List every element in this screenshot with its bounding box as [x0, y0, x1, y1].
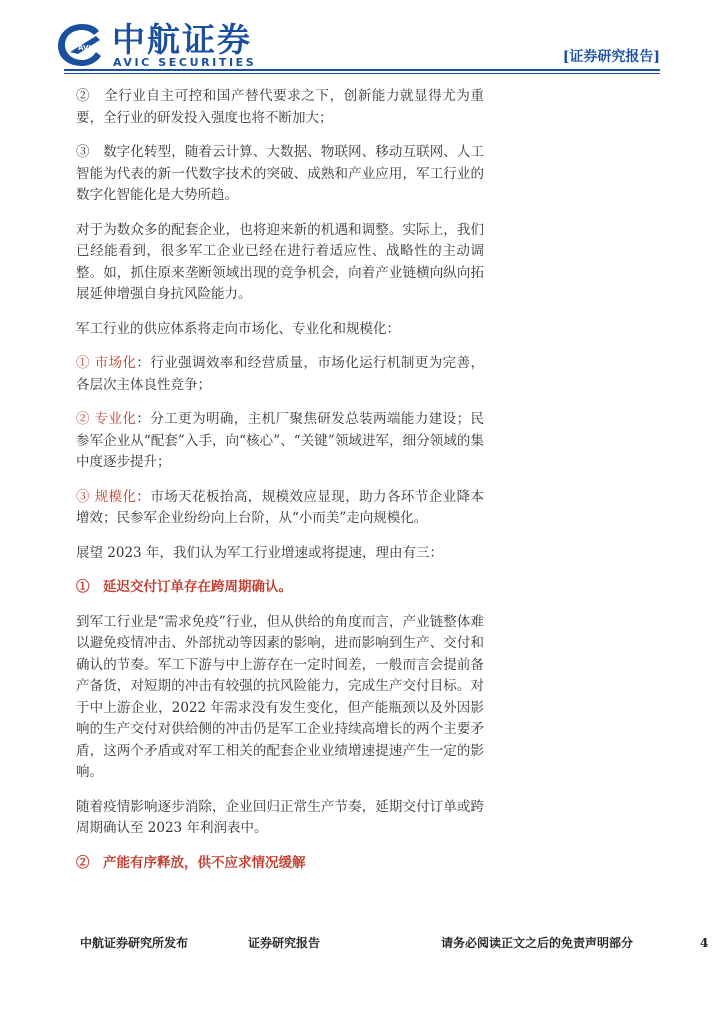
- item-specialization: [76, 409, 484, 474]
- paragraph-outlook-2023: 展望 2023 年，我们认为军工行业增速或将提速，理由有三：: [76, 544, 443, 561]
- page-number: 4: [700, 936, 709, 950]
- item-specialization-text: ：分工更为明确，主机厂聚焦研发总装两端能力建设；民参军企业从“配套”入手，向“核心”、“关键”领域进军，细分领域的集中度逐步提升；: [76, 411, 485, 470]
- paragraph-supply-system: 军工行业的供应体系将走向市场化、专业化和规模化：: [76, 320, 400, 337]
- footer-publisher: 中航证券研究所发布: [80, 936, 189, 950]
- avic-logo-icon: [56, 22, 108, 68]
- paragraph-demand-immune: 到军工行业是“需求免疫”行业，但从供给的角度而言，产业链整体难以避免疫情冲击、外部扰动等因素的影响，进而影响到生产、交付和确认的节奏。军工下游与中上游存在一定时间差，一般而言会提前备产备货，对短期的冲击有较强的抗风险能力，完成生产交付目标。对于中上游企业，2022 年需求没有发生变化，但产能瓶颈以及外因影响的生产交付对供给侧的冲击仍是军工企业持续高增长的两个主要矛盾，这两个矛盾或对军工相关的配套企业业绩增速提速产生一定的影响。: [76, 613, 484, 780]
- heading-delayed-orders: ① 延迟交付订单存在跨周期确认。: [76, 579, 292, 595]
- item-scale: [76, 487, 484, 530]
- paragraph-3: ③ 数字化转型，随着云计算、大数据、物联网、移动互联网、人工智能为代表的新一代数字技术的突破、成熟和产业应用，军工行业的数字化智能化是大势所趋。: [76, 144, 484, 203]
- item-specialization-lead: ② 专业化: [76, 411, 137, 427]
- item-scale-lead: ③ 规模化: [76, 488, 137, 505]
- item-scale-text: ：市场天花板抬高，规模效应显现，助力各环节企业降本增效；民参军企业纷纷向上台阶，从“小而美”走向规模化。: [76, 488, 485, 526]
- footer-report-type: 证券研究报告: [248, 936, 321, 950]
- heading-capacity-release: ② 产能有序释放，供不应求情况缓解: [76, 854, 306, 871]
- report-type-tag: [证券研究报告]: [562, 49, 660, 65]
- paragraph-epidemic-recovery: 随着疫情影响逐步消除，企业回归正常生产节奏，延期交付订单或跨周期确认至 2023 年利润表中。: [76, 798, 484, 836]
- brand-name-en: AVIC SECURITIES: [113, 56, 257, 69]
- document-body: [76, 86, 484, 887]
- logo-text: AVIC: [78, 44, 97, 52]
- page-footer: [0, 935, 724, 965]
- footer-disclaimer-note: 请务必阅读正文之后的免责声明部分: [441, 936, 634, 950]
- item-marketization-lead: ① 市场化: [76, 355, 137, 371]
- item-marketization-text: ：行业强调效率和经营质量，市场化运行机制更为完善，各层次主体良性竞争；: [76, 355, 485, 393]
- paragraph-2: ② 全行业自主可控和国产替代要求之下，创新能力就显得尤为重要，全行业的研发投入强度也将不断加大；: [76, 88, 484, 126]
- header-divider-thin: [64, 73, 660, 74]
- paragraph-supporting-firms: 对于为数众多的配套企业，也将迎来新的机遇和调整。实际上，我们已经能看到，很多军工企业已经在进行着适应性、战略性的主动调整。如，抓住原来垄断领域出现的竞争机会，向着产业链横向纵向拓展延伸增强自身抗风险能力。: [76, 221, 484, 302]
- header-divider: [64, 69, 660, 71]
- item-marketization: [76, 353, 484, 396]
- page-header: [0, 0, 724, 80]
- brand-name-cn: 中航证券: [112, 20, 252, 59]
